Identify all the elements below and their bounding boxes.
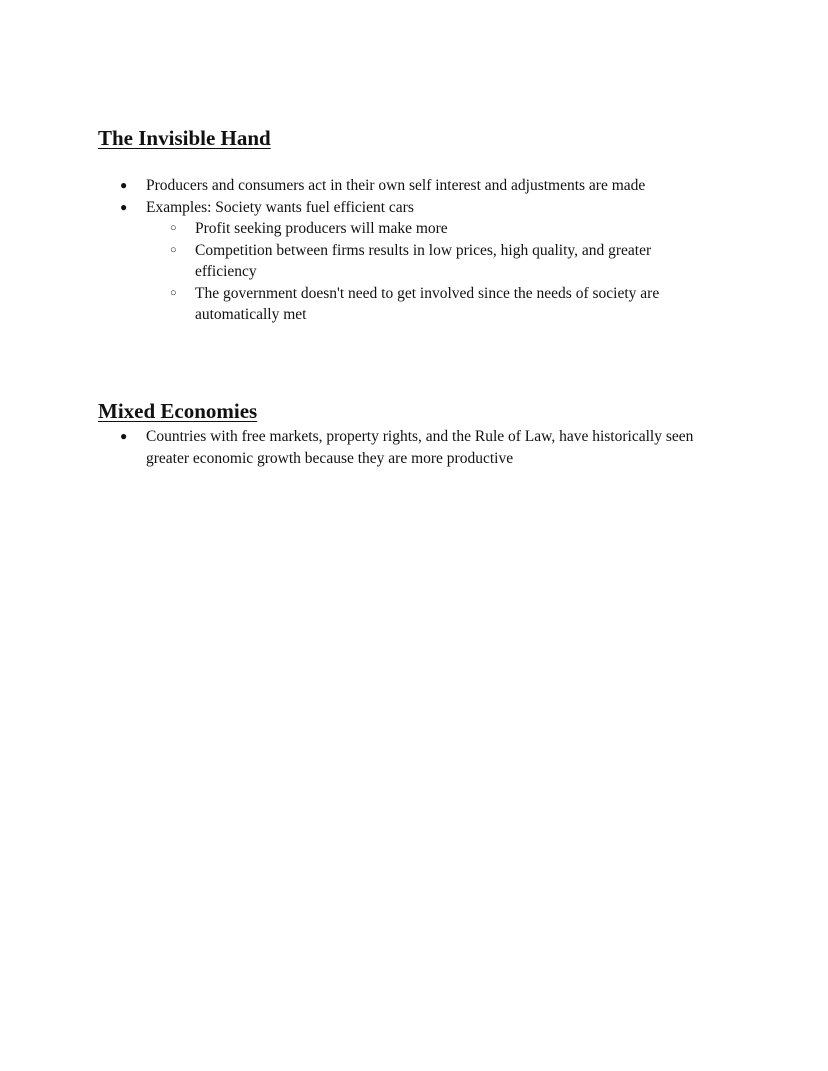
bullet-list-invisible-hand [0, 175, 828, 326]
sub-list-item [170, 240, 715, 283]
filled-bullet-icon: ● [120, 178, 128, 192]
filled-bullet-icon: ● [120, 429, 128, 443]
sub-list-item [170, 218, 715, 240]
hollow-bullet-icon: ○ [170, 222, 177, 234]
filled-bullet-icon: ● [120, 199, 128, 214]
list-item-text: Examples: Society wants fuel efficient cars [146, 198, 414, 216]
list-item [120, 426, 736, 469]
list-item [120, 197, 736, 219]
list-item-text: Producers and consumers act in their own self interest and adjustments are made [146, 177, 646, 194]
list-item-text: Countries with free markets, property rights, and the Rule of Law, have historically seen greater economic growth because they are more productive [146, 428, 694, 467]
list-item [120, 175, 736, 197]
sub-list-item-text: Profit seeking producers will make more [195, 220, 448, 237]
sub-list-item-text: The government doesn't need to get involved since the needs of society are automatically met [195, 284, 660, 323]
sub-list-item-text: Competition between firms results in low prices, high quality, and greater efficiency [195, 241, 652, 280]
section-heading-invisible-hand: The Invisible Hand [98, 126, 271, 150]
hollow-bullet-icon: ○ [170, 243, 177, 256]
section-heading-mixed-economies: Mixed Economies [98, 399, 258, 423]
bullet-list-mixed-economies [0, 426, 828, 469]
hollow-bullet-icon: ○ [170, 286, 177, 299]
sub-list-item [170, 283, 715, 326]
